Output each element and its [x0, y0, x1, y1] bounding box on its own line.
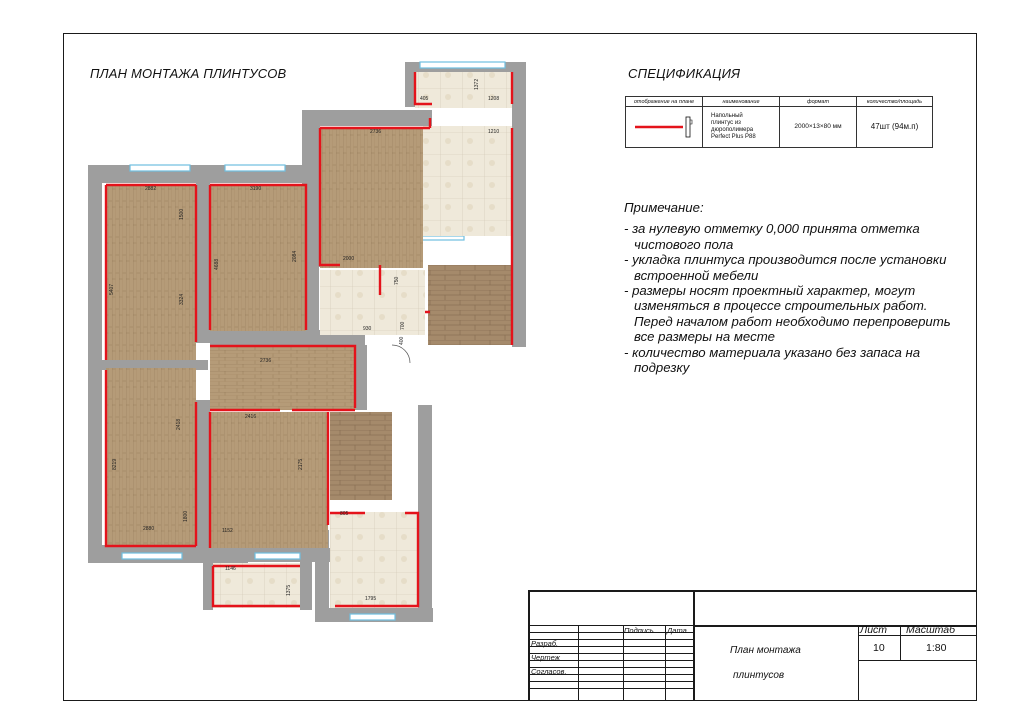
- dim-label: 400: [399, 336, 405, 345]
- stamp-scale-value: 1:80: [926, 642, 947, 654]
- dim-label: 2084: [292, 250, 298, 262]
- dim-label: 750: [394, 276, 400, 285]
- dim-label: 8219: [112, 458, 118, 470]
- dim-label: 1500: [179, 208, 185, 220]
- dim-label: 405: [420, 96, 429, 102]
- dim-label: 2880: [143, 526, 155, 532]
- dim-label: 2175: [298, 458, 304, 470]
- dim-label: 805: [340, 511, 349, 517]
- spec-header-display: отображение на плане: [626, 97, 703, 107]
- dim-label: 700: [400, 321, 406, 330]
- spec-header-format: формат: [780, 97, 857, 107]
- dim-label: 1795: [365, 596, 377, 602]
- spec-name-line: дюрополимера: [711, 127, 754, 133]
- stamp-title-line2: плинтусов: [733, 670, 785, 681]
- note-item: - размеры носят проектный характер, могут изменяться в процессе строительных работ. Перед началом работ необходимо перепроверить все размеры на месте: [624, 283, 969, 345]
- spec-name-line: плинтус из: [711, 120, 741, 126]
- stamp-sheet-label: Лист: [860, 624, 888, 636]
- dim-label: 2882: [145, 186, 157, 192]
- dim-label: 4688: [214, 258, 220, 270]
- stamp-signature-header: Подпись: [624, 626, 654, 635]
- dim-label: 1146: [225, 566, 236, 572]
- dim-label: 1210: [488, 129, 500, 135]
- spec-qty: 47шт (94м.п): [857, 107, 933, 148]
- dim-label: 1152: [222, 528, 233, 534]
- notes-heading: Примечание:: [624, 200, 704, 215]
- dim-label: 2416: [245, 414, 257, 420]
- spec-title: СПЕЦИФИКАЦИЯ: [628, 66, 741, 81]
- stamp-role-developer: Разраб.: [531, 639, 559, 648]
- plan-title: ПЛАН МОНТАЖА ПЛИНТУСОВ: [90, 66, 287, 81]
- spec-format: 2000×13×80 мм: [780, 107, 857, 148]
- spec-header-qty: количество/площадь: [857, 97, 933, 107]
- dim-label: 2000: [343, 256, 355, 262]
- dim-label: 5407: [109, 283, 115, 295]
- dim-label: 1375: [286, 584, 292, 596]
- door-swing: [392, 345, 410, 363]
- spec-name-line: Perfect Plus P88: [711, 134, 756, 140]
- dim-label: 1372: [474, 78, 480, 90]
- stamp-title-line1: План монтажа: [730, 645, 801, 656]
- stamp-scale-label: Масштаб: [906, 624, 956, 636]
- dim-label: 1208: [488, 96, 500, 102]
- stamp-sheet-number: 10: [873, 642, 885, 654]
- dim-label: 3190: [250, 186, 262, 192]
- spec-name-line: Напольный: [711, 113, 743, 119]
- dim-label: 930: [363, 326, 372, 332]
- spec-header-name: наименование: [703, 97, 780, 107]
- note-item: - за нулевую отметку 0,000 принята отметка чистового пола: [624, 221, 969, 252]
- stamp-date-header: Дата: [667, 626, 687, 635]
- stamp-role-drawing: Чертеж: [531, 653, 560, 662]
- dim-label: 3324: [179, 293, 185, 305]
- dim-label: 2736: [260, 358, 272, 364]
- note-item: - укладка плинтуса производится после установки встроенной мебели: [624, 252, 969, 283]
- title-block: [528, 590, 977, 701]
- stamp-role-approved: Согласов.: [531, 667, 567, 676]
- note-item: - количество материала указано без запаса на подрезку: [624, 345, 969, 376]
- dim-label: 2418: [176, 418, 182, 430]
- dim-label: 2736: [370, 129, 382, 135]
- dim-label: 1800: [183, 510, 189, 522]
